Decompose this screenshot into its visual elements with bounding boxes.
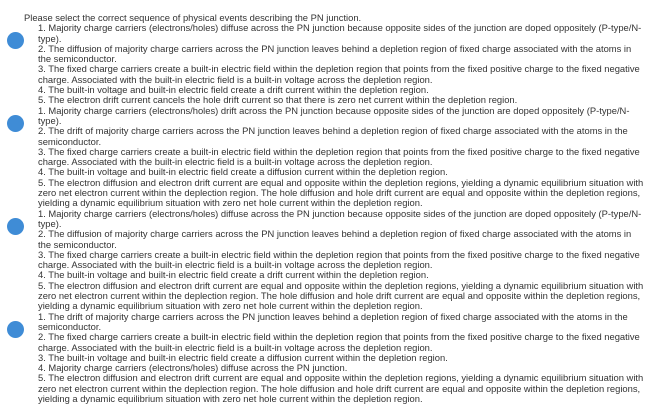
radio-button-option-b[interactable] xyxy=(7,115,24,132)
answer-option-b[interactable] xyxy=(24,106,644,209)
option-step: 1. Majority charge carriers (electrons/holes) drift across the PN junction because opposite sides of the junction are doped oppositely (P-type/N-type). xyxy=(38,104,630,126)
option-step: 5. The electron diffusion and electron drift current are equal and opposite within the depletion regions, yielding a dynamic equilibrium situation with zero net electron current within the deplection region. The hole diffusion and hole drift current are equal and opposite within the depletion regions, yielding a dynamic equilibrium situation with zero net hole current within the depletion region. xyxy=(38,372,644,404)
radio-button-option-a[interactable] xyxy=(7,32,24,49)
option-step: 2. The drift of majority charge carriers across the PN junction leaves behind a depletion region of fixed charge associated with the atoms in the semiconductor. xyxy=(38,125,628,147)
option-step: 3. The built-in voltage and built-in electric field create a diffusion current within the depletion region. xyxy=(38,351,448,363)
answer-option-a[interactable] xyxy=(24,23,644,105)
option-step: 2. The diffusion of majority charge carriers across the PN junction leaves behind a depletion region of fixed charge associated with the atoms in the semiconductor. xyxy=(38,42,632,65)
option-step: 3. The fixed charge carriers create a built-in electric field within the depletion region that points from the fixed positive charge to the fixed negative charge. Associated with the built-in electric field is a built-in voltage across the depletion region. xyxy=(38,248,640,271)
option-step: 3. The fixed charge carriers create a built-in electric field within the depletion region that points from the fixed positive charge to the fixed negative charge. Associated with the built-in electric field is a built-in voltage across the depletion region. xyxy=(38,63,640,85)
answer-option-d[interactable] xyxy=(24,312,644,404)
option-step: 5. The electron drift current cancels the hole drift current so that there is zero net current within the depletion region. xyxy=(38,94,518,106)
option-step: 5. The electron diffusion and electron drift current are equal and opposite within the depletion regions, yielding a dynamic equilibrium situation with zero net electron current within the deplection region. The hole diffusion and hole drift current are equal and opposite within the depletion regions, yielding a dynamic equilibrium situation with zero net hole current within the depletion region. xyxy=(38,279,644,312)
option-step: 1. The drift of majority charge carriers across the PN junction leaves behind a depletion region of fixed charge associated with the atoms in the semiconductor. xyxy=(38,310,628,332)
option-step: 1. Majority charge carriers (electrons/holes) diffuse across the PN junction because opposite sides of the junction are doped oppositely (P-type/N-type). xyxy=(38,22,642,44)
option-step: 4. The built-in voltage and built-in electric field create a drift current within the depletion region. xyxy=(38,269,429,281)
answer-option-c[interactable] xyxy=(24,209,644,312)
option-step: 2. The diffusion of majority charge carriers across the PN junction leaves behind a depletion region of fixed charge associated with the atoms in the semiconductor. xyxy=(38,228,632,250)
option-step: 4. The built-in voltage and built-in electric field create a diffusion current within the depletion region. xyxy=(38,166,448,178)
option-step: 5. The electron diffusion and electron drift current are equal and opposite within the depletion regions, yielding a dynamic equilibrium situation with zero net electron current within the deplection region. The hole diffusion and hole drift current are equal and opposite within the depletion regions, yielding a dynamic equilibrium situation with zero net hole current within the depletion region. xyxy=(38,176,644,209)
option-step: 2. The fixed charge carriers create a built-in electric field within the depletion region that points from the fixed positive charge to the fixed negative charge. Associated with the built-in electric field is a built-in voltage across the depletion region. xyxy=(38,331,640,353)
option-step: 3. The fixed charge carriers create a built-in electric field within the depletion region that points from the fixed positive charge to the fixed negative charge. Associated with the built-in electric field is a built-in voltage across the depletion region. xyxy=(38,145,640,168)
radio-button-option-d[interactable] xyxy=(7,321,24,338)
option-step: 4. The built-in voltage and built-in electric field create a drift current within the depletion region. xyxy=(38,84,429,96)
radio-button-option-c[interactable] xyxy=(7,218,24,235)
option-step: 1. Majority charge carriers (electrons/holes) diffuse across the PN junction because opposite sides of the junction are doped oppositely (P-type/N-type). xyxy=(38,207,642,229)
option-step: 4. Majority charge carriers (electrons/holes) diffuse across the PN junction. xyxy=(38,362,348,374)
question-block xyxy=(24,13,644,404)
question-prompt: Please select the correct sequence of physical events describing the PN junction. xyxy=(24,12,362,23)
